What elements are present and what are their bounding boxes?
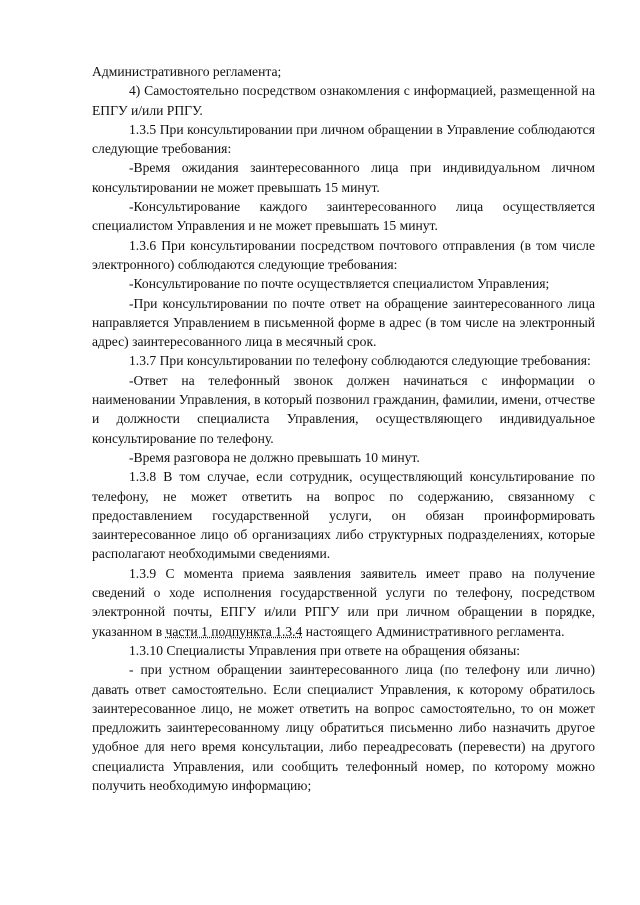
paragraph-1-3-9 <box>92 564 595 641</box>
document-page <box>92 62 595 795</box>
paragraph-phone-answer: -Ответ на телефонный звонок должен начинаться с информации о наименовании Управления, в который позвонил гражданин, фамилии, имени, отчестве и должности специалиста Управления, осуществляющего индивидуальное консультирование по телефону. <box>92 372 595 446</box>
subclause-reference-link[interactable]: части 1 подпункта 1.3.4 <box>165 623 303 639</box>
paragraph-oral-request: - при устном обращении заинтересованного лица (по телефону или лично) давать ответ самостоятельно. Если специалист Управления, к которому обратилось заинтересованное лицо, не может ответить на вопрос самостоятельно, то он может предложить заинтересованному лицу обратиться письменно либо назначить другое удобное для него время консультации, либо переадресовать (перевести) на другого специалиста Управления, или сообщить телефонный номер, по которому можно получить необходимую информацию; <box>92 662 595 793</box>
paragraph-mail-consultation: -Консультирование по почте осуществляется специалистом Управления; <box>129 276 550 292</box>
paragraph-1-3-7: 1.3.7 При консультировании по телефону соблюдаются следующие требования: <box>129 353 591 369</box>
paragraph-1-3-9-text: 1.3.9 С момента приема заявления заявитель имеет право на получение сведений о ходе исполнения государственной услуги по телефону, посредством электронной почты, ЕПГУ и/или РПГУ или при личном обращении в порядке, указанном в <box>92 565 595 639</box>
paragraph-mail-answer: -При консультировании по почте ответ на обращение заинтересованного лица направляется Управлением в письменной форме в адрес (в том числе на электронный адрес) заинтересованного лица в месячный срок. <box>92 295 595 350</box>
paragraph-2: 4) Самостоятельно посредством ознакомления с информацией, размещенной на ЕПГУ и/или РПГУ. <box>92 83 595 118</box>
paragraph-1-3-5: 1.3.5 При консультировании при личном обращении в Управление соблюдаются следующие требования: <box>92 121 595 157</box>
paragraph-1-3-9-tail: настоящего Административного регламента. <box>302 623 565 639</box>
paragraph-call-duration: -Время разговора не должно превышать 10 минут. <box>129 449 420 465</box>
paragraph-1-3-10: 1.3.10 Специалисты Управления при ответе на обращения обязаны: <box>129 642 521 658</box>
paragraph-1-3-6: 1.3.6 При консультировании посредством почтового отправления (в том числе электронного) соблюдаются следующие требования: <box>92 237 595 272</box>
paragraph-waiting-time: -Время ожидания заинтересованного лица при индивидуальном личном консультировании не может превышать 15 минут. <box>92 160 595 195</box>
paragraph-consultation-duration: -Консультирование каждого заинтересованного лица осуществляется специалистом Управления и не может превышать 15 минут. <box>92 199 595 234</box>
paragraph-1-3-8: 1.3.8 В том случае, если сотрудник, осуществляющий консультирование по телефону, не может ответить на вопрос по содержанию, связанному с предоставлением государственной услуги, он обязан проинформировать заинтересованное лицо об организациях либо структурных подразделениях, которые располагают необходимыми сведениями. <box>92 469 595 562</box>
paragraph-1: Административного регламента; <box>92 64 282 79</box>
